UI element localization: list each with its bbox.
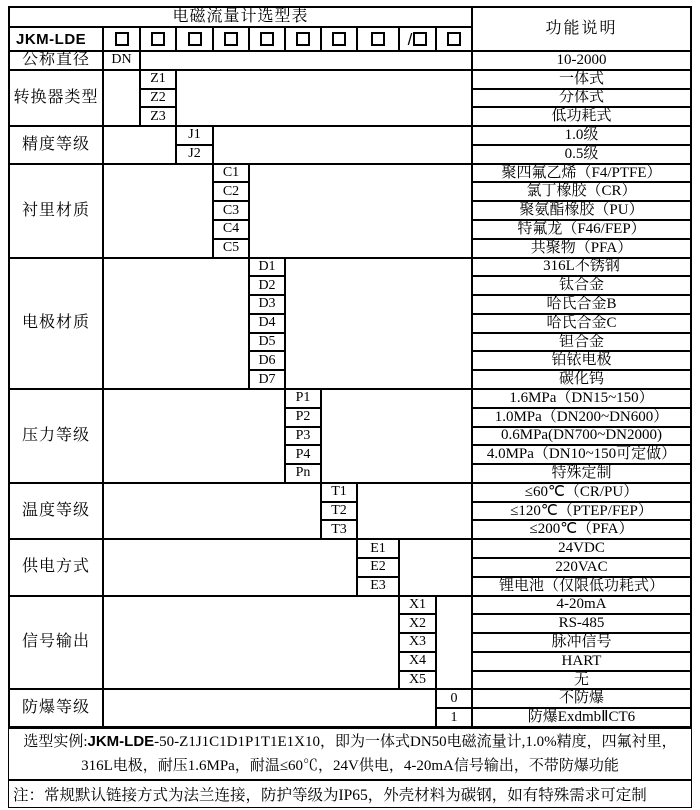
function-description-header: 功能说明 [472,7,691,51]
desc-D3: 哈氏合金B [472,295,691,314]
code-Z1: Z1 [140,70,176,89]
desc-T3: ≤200℃（PFA） [472,520,691,539]
model-digit-cell[interactable] [357,27,399,51]
example-line2: 316L电极，耐压1.6MPa，耐温≤60℃，24V供电，4-20mA信号输出，不带防爆功能 [81,757,619,774]
desc-X3: 脉冲信号 [472,633,691,652]
checkbox-icon [447,32,461,46]
selection-table [9,7,691,727]
desc-E2: 220VAC [472,558,691,577]
desc-T2: ≤120℃（PTEP/FEP） [472,502,691,521]
desc-D7: 碳化钨 [472,370,691,389]
code-D6: D6 [249,351,285,370]
code-C1: C1 [213,164,249,183]
checkbox-icon [151,32,165,46]
section-label-nominal-diameter: 公称直径 [9,51,103,70]
empty-cell [103,126,176,164]
example-prefix: 选型实例: [23,734,88,751]
empty-cell [357,483,472,539]
code-C3: C3 [213,201,249,220]
checkbox-icon [332,32,346,46]
desc-D5: 钽合金 [472,333,691,352]
code-Z2: Z2 [140,89,176,108]
code-X3: X3 [399,633,436,652]
checkbox-icon [260,32,274,46]
desc-X1: 4-20mA [472,596,691,615]
empty-cell [436,596,472,690]
code-P3: P3 [285,427,321,446]
empty-cell [103,258,249,389]
desc-Z3: 低功耗式 [472,107,691,126]
model-digit-cell[interactable] [213,27,249,51]
desc-P1: 1.6MPa（DN15~150） [472,389,691,408]
checkbox-icon [188,32,202,46]
empty-cell [321,389,472,483]
desc-D1: 316L不锈钢 [472,258,691,277]
example-line1-rest: -50-Z1J1C1D1P1T1E1X10，即为一体式DN50电磁流量计,1.0%精度，四氟衬里， [154,734,677,751]
desc-D4: 哈氏合金C [472,314,691,333]
code-C5: C5 [213,239,249,258]
code-X1: X1 [399,596,436,615]
empty-cell [176,70,472,126]
code-E3: E3 [357,577,399,596]
desc-P2: 1.0MPa（DN200~DN600） [472,408,691,427]
code-D4: D4 [249,314,285,333]
checkbox-icon [413,32,427,46]
code-J2: J2 [176,145,213,164]
model-digit-cell[interactable] [399,27,436,51]
footnote: 注：常规默认链接方式为法兰连接，防护等级为IP65，外壳材料为碳钢，如有特殊需求可定制 [9,779,691,807]
slash-separator: / [407,29,413,49]
desc-Z2: 分体式 [472,89,691,108]
code-Pn: Pn [285,464,321,483]
code-P2: P2 [285,408,321,427]
code-Z3: Z3 [140,107,176,126]
desc-T1: ≤60℃（CR/PU） [472,483,691,502]
empty-cell [103,689,436,727]
table-title: 电磁流量计选型表 [9,7,472,27]
code-T1: T1 [321,483,357,502]
empty-cell [249,164,472,258]
section-label-pressure-class: 压力等级 [9,389,103,483]
code-T3: T3 [321,520,357,539]
code-E2: E2 [357,558,399,577]
code-J1: J1 [176,126,213,145]
code-0: 0 [436,689,472,708]
code-D5: D5 [249,333,285,352]
model-digit-cell[interactable] [103,27,140,51]
desc-D6: 铂铱电极 [472,351,691,370]
code-X2: X2 [399,614,436,633]
code-C2: C2 [213,182,249,201]
empty-cell [399,539,472,595]
desc-1: 防爆ExdmbⅡCT6 [472,708,691,727]
empty-cell [140,51,472,70]
code-P4: P4 [285,445,321,464]
checkbox-icon [371,32,385,46]
desc-C2: 氯丁橡胶（CR） [472,182,691,201]
desc-E3: 锂电池（仅限低功耗式） [472,577,691,596]
model-digit-cell[interactable] [321,27,357,51]
empty-cell [103,596,399,690]
desc-X5: 无 [472,671,691,690]
selection-example [9,727,691,779]
model-prefix: JKM-LDE [9,27,103,51]
desc-P4: 4.0MPa（DN10~150可定做） [472,445,691,464]
desc-J2: 0.5级 [472,145,691,164]
empty-cell [285,258,472,389]
selection-table-wrapper [8,6,692,808]
checkbox-icon [115,32,129,46]
checkbox-icon [296,32,310,46]
example-line1 [23,730,676,754]
code-X4: X4 [399,652,436,671]
section-label-explosion-proof: 防爆等级 [9,689,103,727]
section-label-electrode-material: 电极材质 [9,258,103,389]
code-X5: X5 [399,671,436,690]
desc-Pn: 特殊定制 [472,464,691,483]
desc-X4: HART [472,652,691,671]
empty-cell [103,164,213,258]
desc-D2: 钛合金 [472,276,691,295]
model-digit-cell[interactable] [285,27,321,51]
empty-cell [103,70,140,126]
model-digit-cell[interactable] [140,27,176,51]
code-D1: D1 [249,258,285,277]
code-P1: P1 [285,389,321,408]
empty-cell [103,539,357,595]
code-C4: C4 [213,220,249,239]
section-label-power-supply: 供电方式 [9,539,103,595]
desc-C5: 共聚物（PFA） [472,239,691,258]
model-digit-cell[interactable] [176,27,213,51]
code-1: 1 [436,708,472,727]
desc-C1: 聚四氟乙烯（F4/PTFE） [472,164,691,183]
desc-C4: 特氟龙（F46/FEP） [472,220,691,239]
code-E1: E1 [357,539,399,558]
model-digit-cell[interactable] [249,27,285,51]
desc-Z1: 一体式 [472,70,691,89]
desc-J1: 1.0级 [472,126,691,145]
code-D2: D2 [249,276,285,295]
section-label-accuracy-class: 精度等级 [9,126,103,164]
desc-0: 不防爆 [472,689,691,708]
desc-C3: 聚氨酯橡胶（PU） [472,201,691,220]
empty-cell [103,389,285,483]
checkbox-icon [224,32,238,46]
section-label-converter-type: 转换器类型 [9,70,103,126]
empty-cell [103,483,321,539]
section-label-lining-material: 衬里材质 [9,164,103,258]
model-digit-cell[interactable] [436,27,472,51]
example-model-code: JKM-LDE [87,733,155,751]
desc-E1: 24VDC [472,539,691,558]
section-label-signal-output: 信号输出 [9,596,103,690]
code-DN: DN [103,51,140,70]
desc-DN: 10-2000 [472,51,691,70]
desc-X2: RS-485 [472,614,691,633]
code-D7: D7 [249,370,285,389]
desc-P3: 0.6MPa(DN700~DN2000) [472,427,691,446]
empty-cell [213,126,472,164]
code-D3: D3 [249,295,285,314]
section-label-temperature-class: 温度等级 [9,483,103,539]
code-T2: T2 [321,502,357,521]
